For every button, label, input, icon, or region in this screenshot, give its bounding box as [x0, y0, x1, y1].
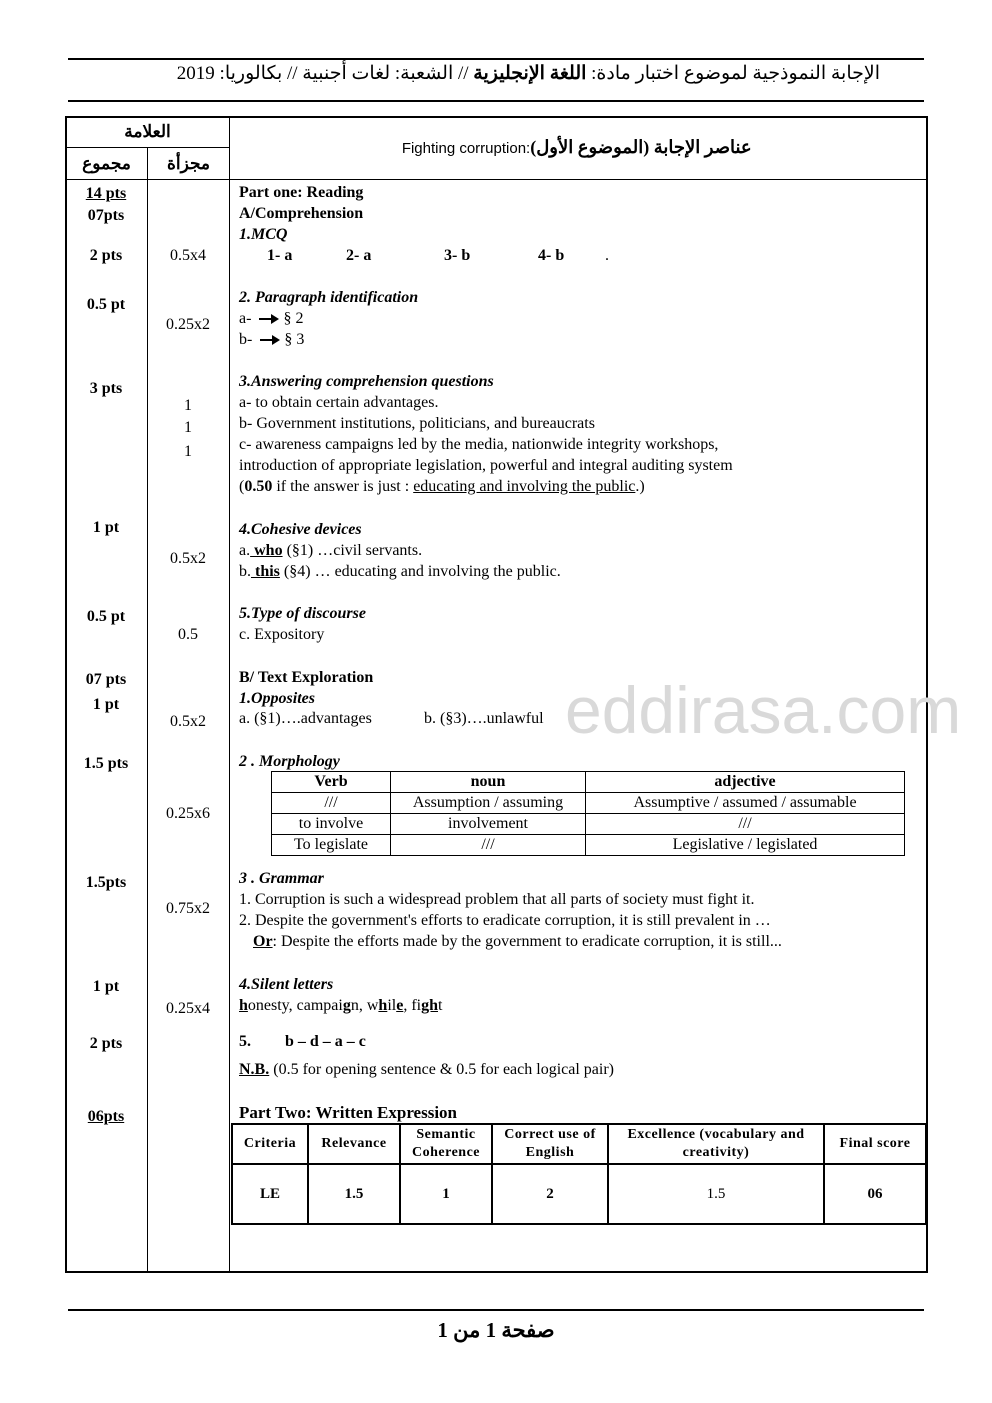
total-mcq: 2 pts [89, 247, 123, 264]
nb-note: N.B. (0.5 for opening sentence & 0.5 for each logical pair) [239, 1061, 614, 1078]
morph-cell: /// [272, 793, 391, 814]
silent-word: while [366, 997, 404, 1014]
partial-morphology: 0.25x6 [166, 805, 210, 822]
arrow-right-icon [260, 335, 280, 345]
total-cohesive: 1 pt [92, 519, 120, 536]
partial-q-c: 1 [184, 443, 192, 460]
criteria-header: Excellence (vocabulary and creativity) [608, 1124, 824, 1164]
cohesive-title: 4.Cohesive devices [239, 521, 362, 538]
criteria-header: Correct use of English [492, 1124, 608, 1164]
morph-header-adjective: adjective [586, 772, 905, 793]
silent-word: honesty [239, 997, 289, 1014]
paragraph-title: 2. Paragraph identification [239, 289, 419, 306]
mcq-answer-1: 1- a [267, 247, 293, 264]
total-comprehension: 07pts [87, 207, 125, 224]
questions-title: 3.Answering comprehension questions [239, 373, 494, 390]
partial-silent: 0.25x4 [166, 1000, 210, 1017]
discourse-title: 5.Type of discourse [239, 605, 366, 622]
morphology-title: 2 . Morphology [239, 753, 340, 770]
morph-header-noun: noun [391, 772, 586, 793]
answer-elements-header [231, 138, 927, 158]
grammar-title: 3 . Grammar [239, 870, 324, 887]
total-questions: 3 pts [89, 380, 123, 397]
mcq-answer-2: 2- a [346, 247, 372, 264]
partial-q-b: 1 [184, 419, 192, 436]
part-one-title: Part one: Reading [239, 184, 364, 201]
header-bottom-rule [68, 100, 924, 102]
partial-header: مجزأة [166, 154, 211, 173]
criteria-value: 06 [824, 1164, 926, 1224]
mcq-title: 1.MCQ [239, 226, 288, 243]
table-row [272, 835, 905, 856]
ordering-answer: b – d – a – c [285, 1033, 366, 1050]
header-top-rule [68, 58, 924, 60]
partial-q-a: 1 [184, 397, 192, 414]
criteria-value-row [232, 1164, 926, 1224]
col-divider-2 [229, 117, 230, 1272]
partial-opposites: 0.5x2 [170, 713, 206, 730]
marks-header: العلامة [124, 122, 171, 141]
paragraph-a: a- § 2 [239, 310, 304, 327]
criteria-table [231, 1123, 927, 1225]
table-row [272, 793, 905, 814]
total-exploration: 07 pts [85, 671, 127, 688]
criteria-value: 2 [492, 1164, 608, 1224]
cohesive-a: a. who (§1) …civil servants. [239, 542, 423, 559]
question-c-answer-line1: c- awareness campaigns led by the media, nationwide integrity workshops, [239, 436, 719, 453]
marks-header-rule [66, 147, 229, 148]
criteria-header: Semantic Coherence [400, 1124, 492, 1164]
morph-header-verb: Verb [272, 772, 391, 793]
question-note: (0.50 if the answer is just : educating and involving the public.) [239, 478, 645, 495]
header-title: الإجابة النموذجية لموضوع اختبار مادة: اللغة الإنجليزية // الشعبة: لغات أجنبية // بكالوريا: 2019 [176, 63, 880, 84]
total-morphology: 1.5 pts [83, 755, 129, 772]
comprehension-title: A/Comprehension [239, 205, 364, 222]
topic-title: Fighting corruption: [401, 140, 531, 157]
exploration-title: B/ Text Exploration [239, 669, 374, 686]
criteria-value: 1 [400, 1164, 492, 1224]
silent-word: campaign [296, 997, 359, 1014]
header-row-rule [66, 179, 927, 180]
mcq-answer-4: 4- b [538, 247, 565, 264]
morph-cell: To legislate [272, 835, 391, 856]
criteria-header: Final score [824, 1124, 926, 1164]
total-part-one: 14 pts [85, 185, 127, 202]
grammar-answer-1: 1. Corruption is such a widespread problem that all parts of society must fight it. [239, 891, 755, 908]
silent-letters-answer: honesty, campaign, while, fight [239, 997, 443, 1014]
total-paragraph: 0.5 pt [86, 296, 126, 313]
page-number: صفحة 1 من 1 [437, 1318, 555, 1342]
criteria-header-row [232, 1124, 926, 1164]
total-silent: 1 pt [92, 978, 120, 995]
watermark: eddirasa.com [565, 673, 962, 747]
partial-discourse: 0.5 [178, 626, 198, 643]
mcq-period: . [605, 247, 609, 264]
question-a-answer: a- to obtain certain advantages. [239, 394, 439, 411]
opposite-b: b. (§3)….unlawful [424, 710, 544, 727]
arrow-right-icon [259, 314, 279, 324]
question-c-answer-line2: introduction of appropriate legislation, powerful and integral auditing system [239, 457, 733, 474]
total-header: مجموع [82, 154, 131, 173]
morphology-table [271, 771, 905, 856]
total-opposites: 1 pt [92, 696, 120, 713]
partial-mcq: 0.5x4 [170, 247, 206, 264]
cohesive-b: b. this (§4) … educating and involving the public. [239, 563, 561, 580]
criteria-header: Criteria [232, 1124, 308, 1164]
morph-cell: Assumption / assuming [391, 793, 586, 814]
partial-grammar: 0.75x2 [166, 900, 210, 917]
grammar-answer-2: 2. Despite the government's efforts to eradicate corruption, it is still prevalent in … [239, 912, 771, 929]
part-two-title: Part Two: Written Expression [239, 1103, 458, 1122]
footer-rule [68, 1309, 924, 1311]
silent-letters-title: 4.Silent letters [239, 976, 334, 993]
total-discourse: 0.5 pt [86, 608, 126, 625]
opposite-a: a. (§1)….advantages [239, 710, 372, 727]
criteria-header: Relevance [308, 1124, 400, 1164]
answer-elements-title: عناصر الإجابة (الموضوع الأول) [530, 137, 757, 157]
criteria-value: 1.5 [608, 1164, 824, 1224]
morph-cell: /// [586, 814, 905, 835]
question-b-answer: b- Government institutions, politicians, and bureaucrats [239, 415, 595, 432]
morph-cell: to involve [272, 814, 391, 835]
total-written: 06pts [87, 1108, 125, 1125]
silent-word: fight [411, 997, 443, 1014]
partial-cohesive: 0.5x2 [170, 550, 206, 567]
morph-cell: Legislative / legislated [586, 835, 905, 856]
morph-cell: Assumptive / assumed / assumable [586, 793, 905, 814]
morph-cell: involvement [391, 814, 586, 835]
total-ordering: 2 pts [89, 1035, 123, 1052]
grammar-answer-alt: Or: Despite the efforts made by the government to eradicate corruption, it is still... [253, 933, 782, 950]
mcq-answer-3: 3- b [444, 247, 471, 264]
partial-paragraph: 0.25x2 [166, 316, 210, 333]
morph-cell: /// [391, 835, 586, 856]
discourse-answer: c. Expository [239, 626, 325, 643]
total-grammar: 1.5pts [85, 874, 127, 891]
opposites-title: 1.Opposites [239, 690, 315, 707]
paragraph-b: b- § 3 [239, 331, 305, 348]
table-row [272, 814, 905, 835]
ordering-number: 5. [239, 1033, 251, 1050]
criteria-value: 1.5 [308, 1164, 400, 1224]
criteria-value: LE [232, 1164, 308, 1224]
